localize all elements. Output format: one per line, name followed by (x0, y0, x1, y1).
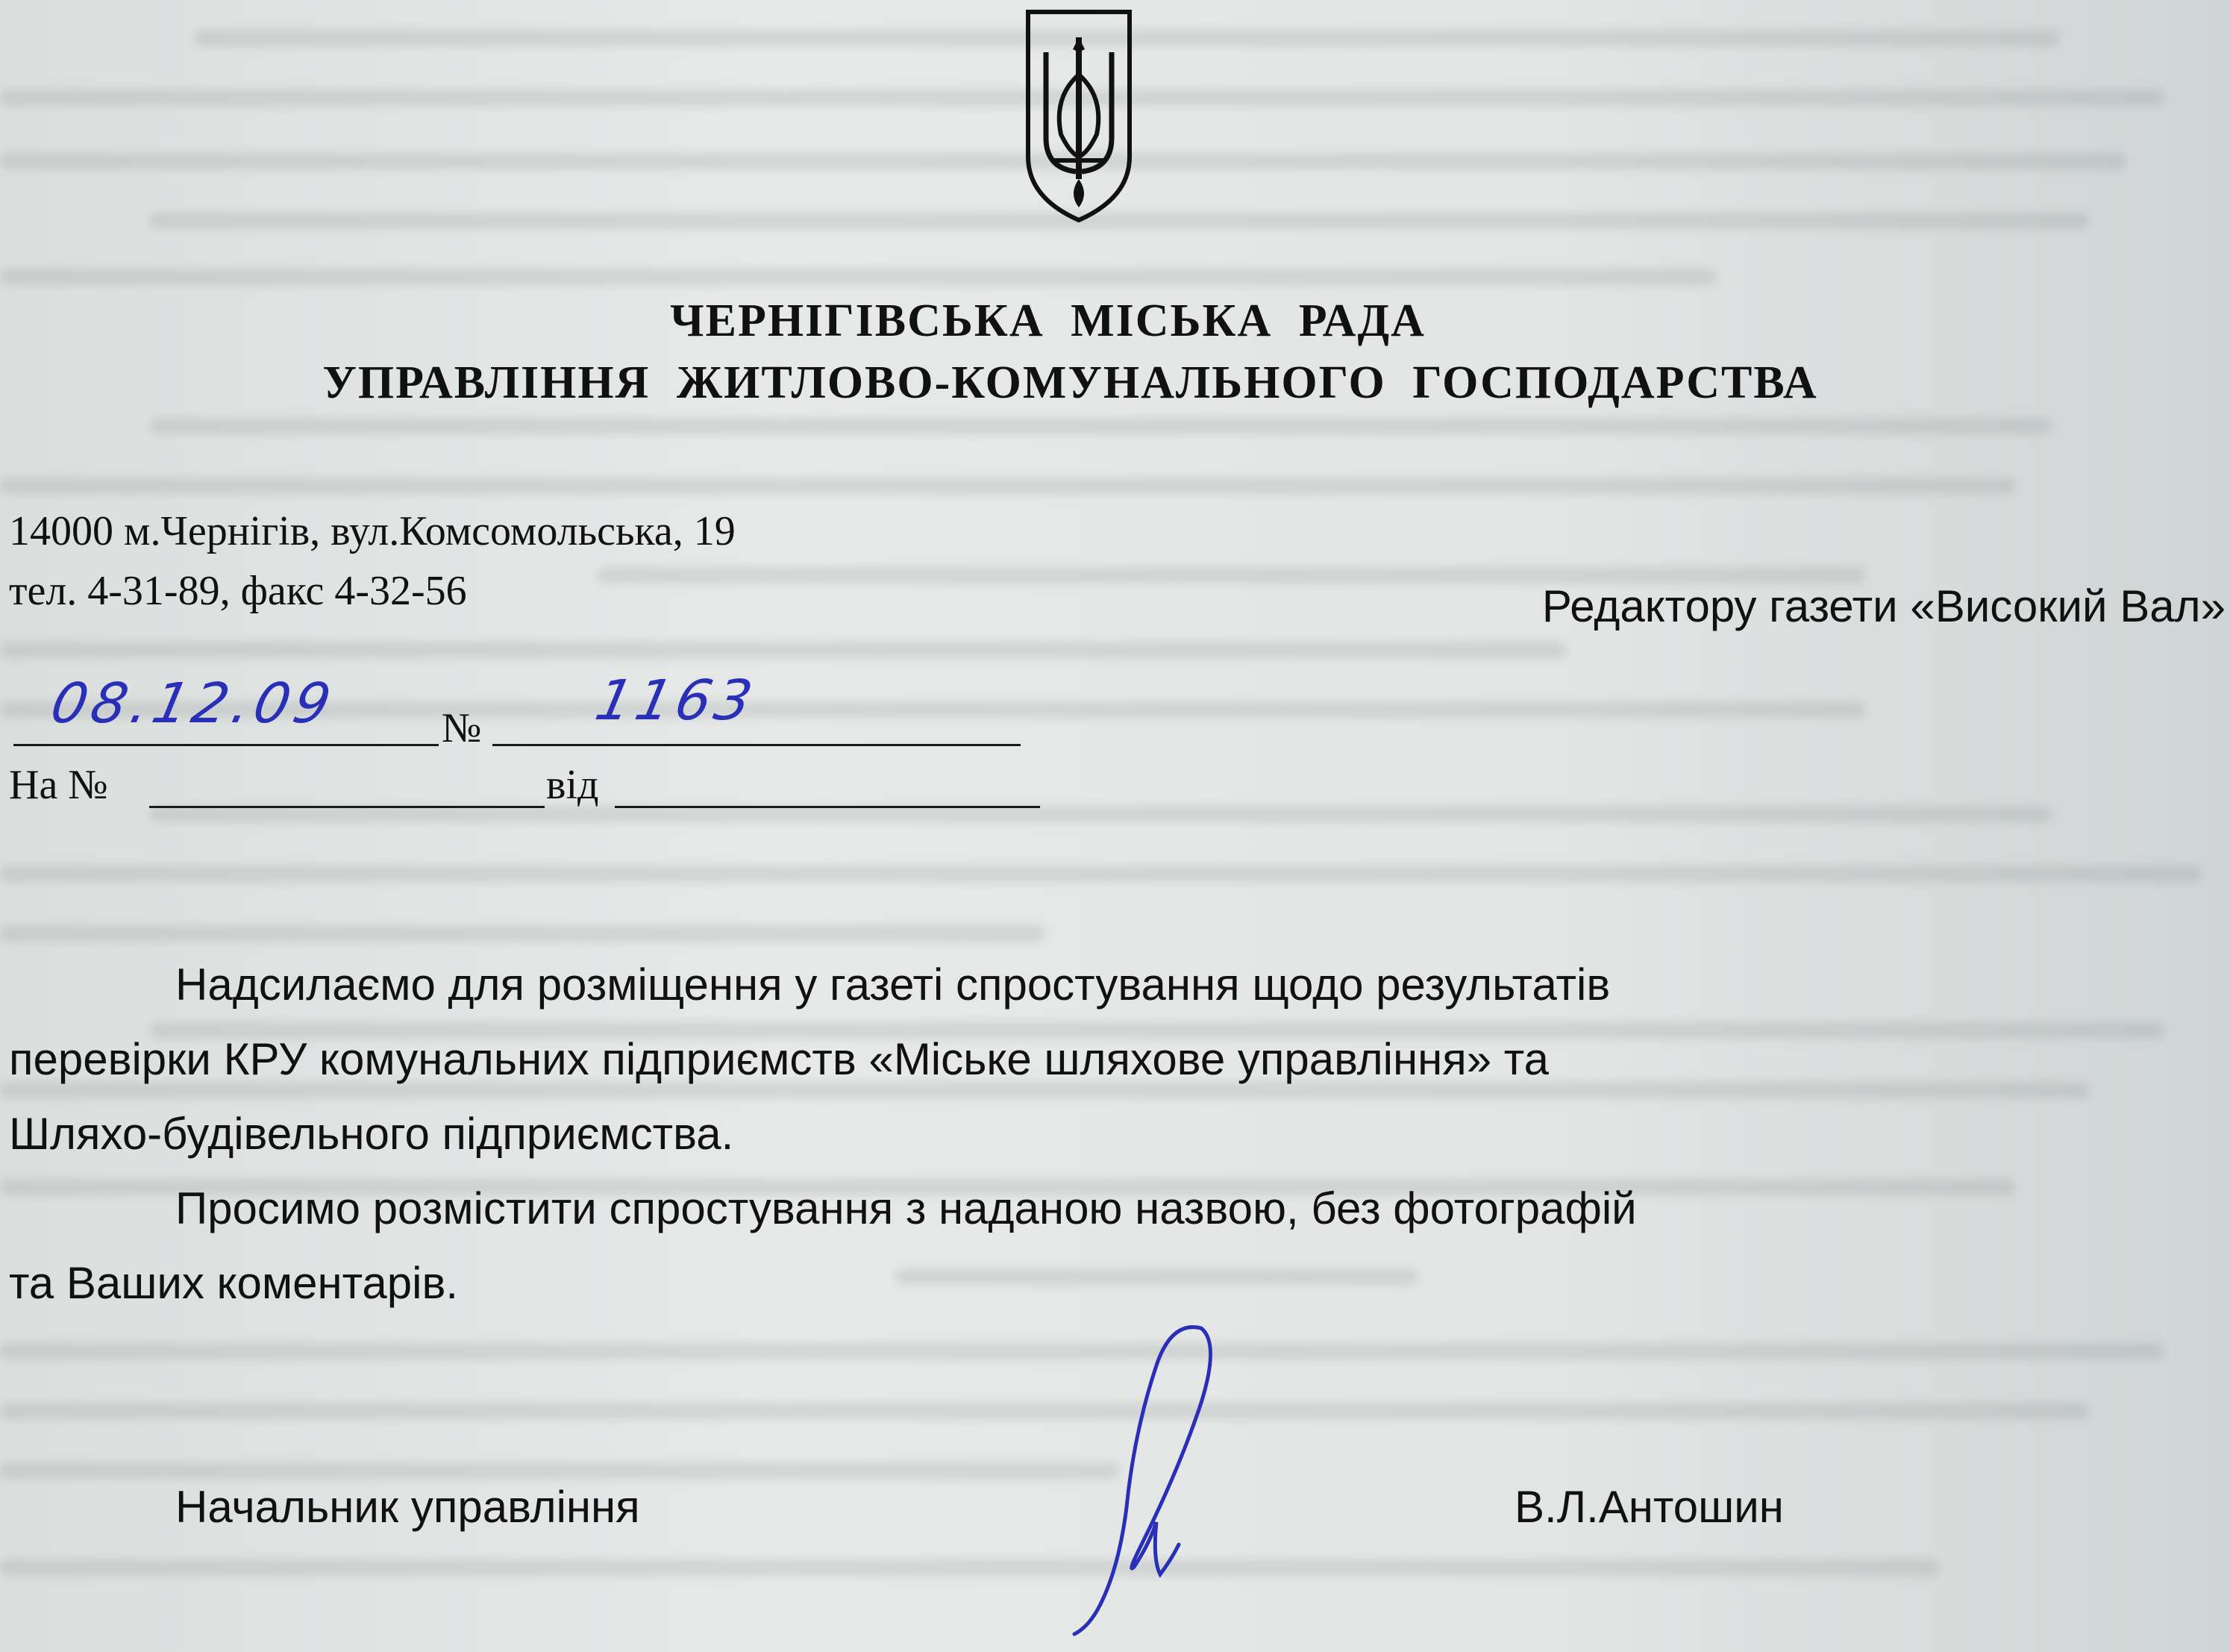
addressee: Редактору газети «Високий Вал» (1541, 581, 2226, 631)
council-name: ЧЕРНІГІВСЬКА МІСЬКА РАДА (670, 295, 1426, 346)
signatory-name: В.Л.Антошин (1515, 1482, 1784, 1532)
reply-date-label: від (546, 762, 599, 808)
handwritten-signature (1030, 1321, 1253, 1649)
ukraine-coat-of-arms-icon (1024, 7, 1134, 224)
phone-fax-line: тел. 4-31-89, факс 4-32-56 (9, 568, 467, 614)
body-paragraph-2-line-2: та Ваших коментарів. (9, 1258, 459, 1308)
address-line: 14000 м.Чернігів, вул.Комсомольська, 19 (9, 508, 736, 554)
body-paragraph-1-line-1: Надсилаємо для розміщення у газеті спростування щодо результатів (175, 960, 1611, 1010)
department-name: УПРАВЛІННЯ ЖИТЛОВО-КОМУНАЛЬНОГО ГОСПОДАРСТВА (322, 357, 1818, 408)
outgoing-date-handwritten: 08.12.09 (45, 672, 341, 736)
body-paragraph-1-line-2: перевірки КРУ комунальних підприємств «Міське шляхове управління» та (9, 1034, 1549, 1084)
date-underline (13, 744, 439, 746)
reply-number-underline (149, 806, 545, 808)
body-paragraph-2-line-1: Просимо розмістити спростування з наданою назвою, без фотографій (175, 1183, 1637, 1233)
reply-date-underline (615, 806, 1040, 808)
outgoing-number-handwritten: 1163 (589, 669, 762, 733)
number-sign: № (442, 705, 482, 751)
signatory-position: Начальник управління (175, 1482, 640, 1532)
number-underline (492, 744, 1021, 746)
reply-to-label: На № (9, 762, 108, 808)
body-paragraph-1-line-3: Шляхо-будівельного підприємства. (9, 1109, 734, 1159)
